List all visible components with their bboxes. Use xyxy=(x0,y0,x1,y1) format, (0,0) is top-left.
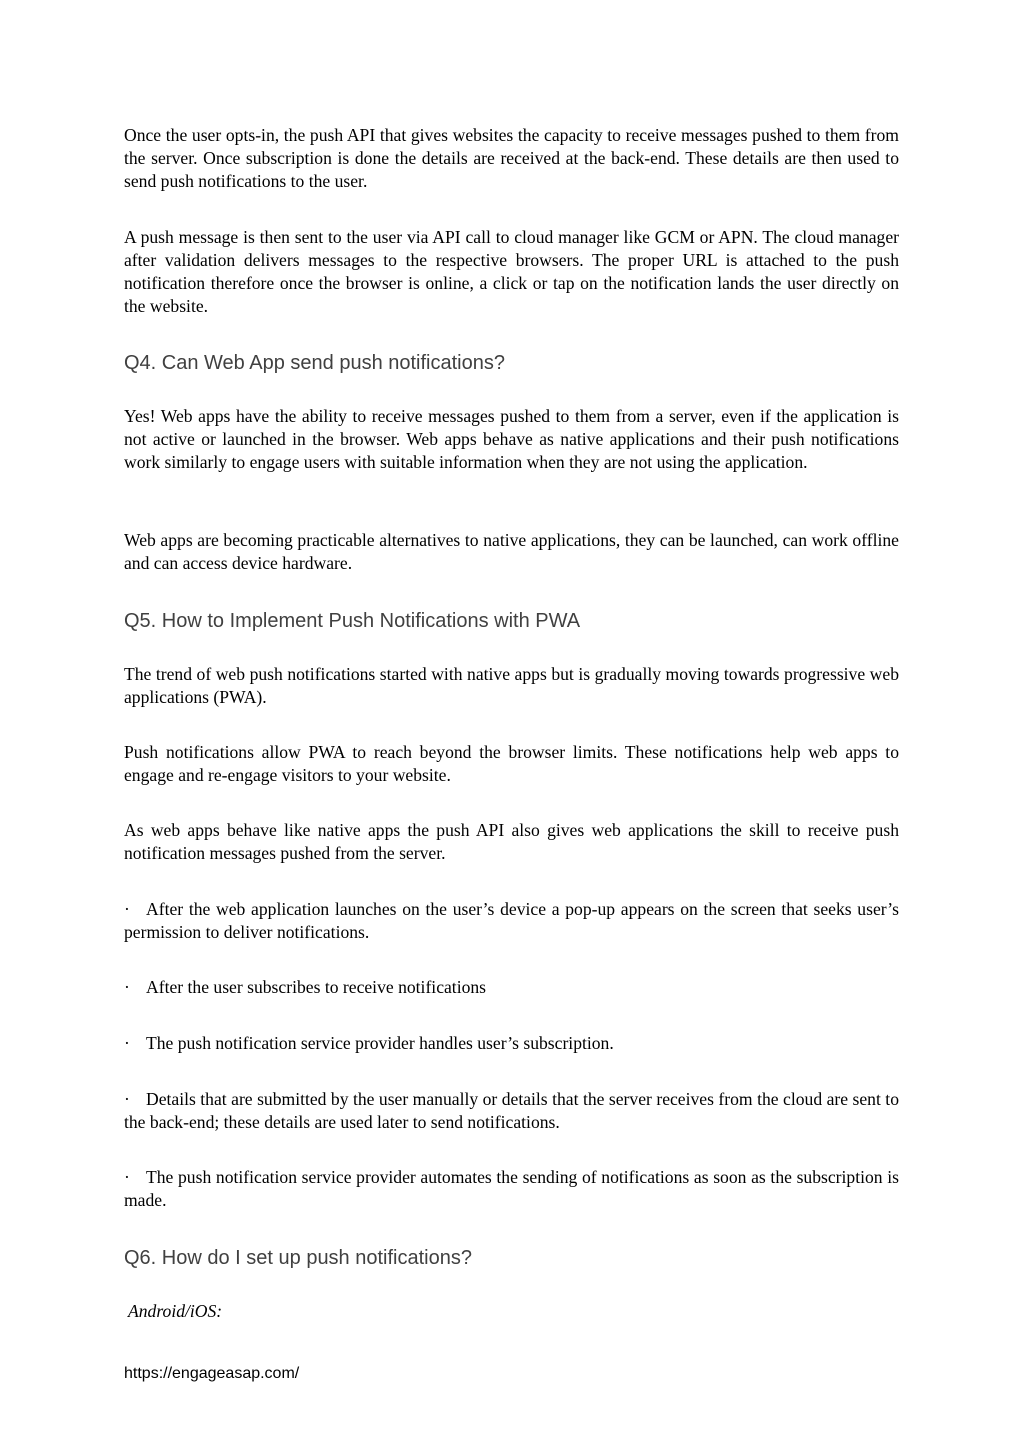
paragraph-web-apps-receive: Yes! Web apps have the ability to receive messages pushed to them from a server, even if the application is not active or launched in the browser. Web apps behave as native applications and their push notifications work similarly to engage users with suitable information when they are not using the application. xyxy=(124,406,899,472)
bullet-item xyxy=(124,1088,899,1134)
heading-q6: Q6. How do I set up push notifications? xyxy=(124,1247,472,1269)
bullet-text: The push notification service provider automates the sending of notifications as soon as the subscription is made. xyxy=(124,1167,899,1210)
bullet-dot-icon: · xyxy=(124,899,130,919)
bullet-text: After the user subscribes to receive notifications xyxy=(146,977,487,997)
bullet-dot-icon: · xyxy=(124,1089,130,1109)
paragraph-pwa-reach: Push notifications allow PWA to reach beyond the browser limits. These notifications help web apps to engage and re-engage visitors to your website. xyxy=(124,742,899,785)
footer-url: https://engageasap.com/ xyxy=(124,1365,300,1382)
bullet-item xyxy=(124,898,899,944)
paragraph-trend: The trend of web push notifications started with native apps but is gradually moving towards progressive web applications (PWA). xyxy=(124,664,899,707)
bullet-item xyxy=(124,976,899,999)
bullet-dot-icon: · xyxy=(124,1167,130,1187)
paragraph-opt-in: Once the user opts-in, the push API that gives websites the capacity to receive messages pushed to them from the server. Once subscription is done the details are received at the back-end. These details are then used to send push notifications to the user. xyxy=(124,125,899,191)
paragraph-web-apps-alternatives: Web apps are becoming practicable alternatives to native applications, they can be launched, can work offline and can access device hardware. xyxy=(124,530,899,573)
bullet-text: Details that are submitted by the user manually or details that the server receives from the cloud are sent to the back-end; these details are used later to send notifications. xyxy=(124,1089,899,1132)
heading-q5: Q5. How to Implement Push Notifications with PWA xyxy=(124,610,581,632)
bullet-dot-icon: · xyxy=(124,1033,130,1053)
bullet-item xyxy=(124,1166,899,1212)
platform-label: Android/iOS: xyxy=(128,1301,223,1321)
paragraph-push-message: A push message is then sent to the user via API call to cloud manager like GCM or APN. The cloud manager after validation delivers messages to the respective browsers. The proper URL is attached to the push notification therefore once the browser is online, a click or tap on the notification lands the user directly on the website. xyxy=(124,227,899,316)
bullet-item xyxy=(124,1032,899,1055)
bullet-text: After the web application launches on the user’s device a pop-up appears on the screen that seeks user’s permission to deliver notifications. xyxy=(124,899,899,942)
bullet-text: The push notification service provider handles user’s subscription. xyxy=(146,1033,614,1053)
heading-q4: Q4. Can Web App send push notifications? xyxy=(124,352,505,374)
bullet-dot-icon: · xyxy=(124,977,130,997)
paragraph-push-api: As web apps behave like native apps the push API also gives web applications the skill to receive push notification messages pushed from the server. xyxy=(124,820,899,863)
